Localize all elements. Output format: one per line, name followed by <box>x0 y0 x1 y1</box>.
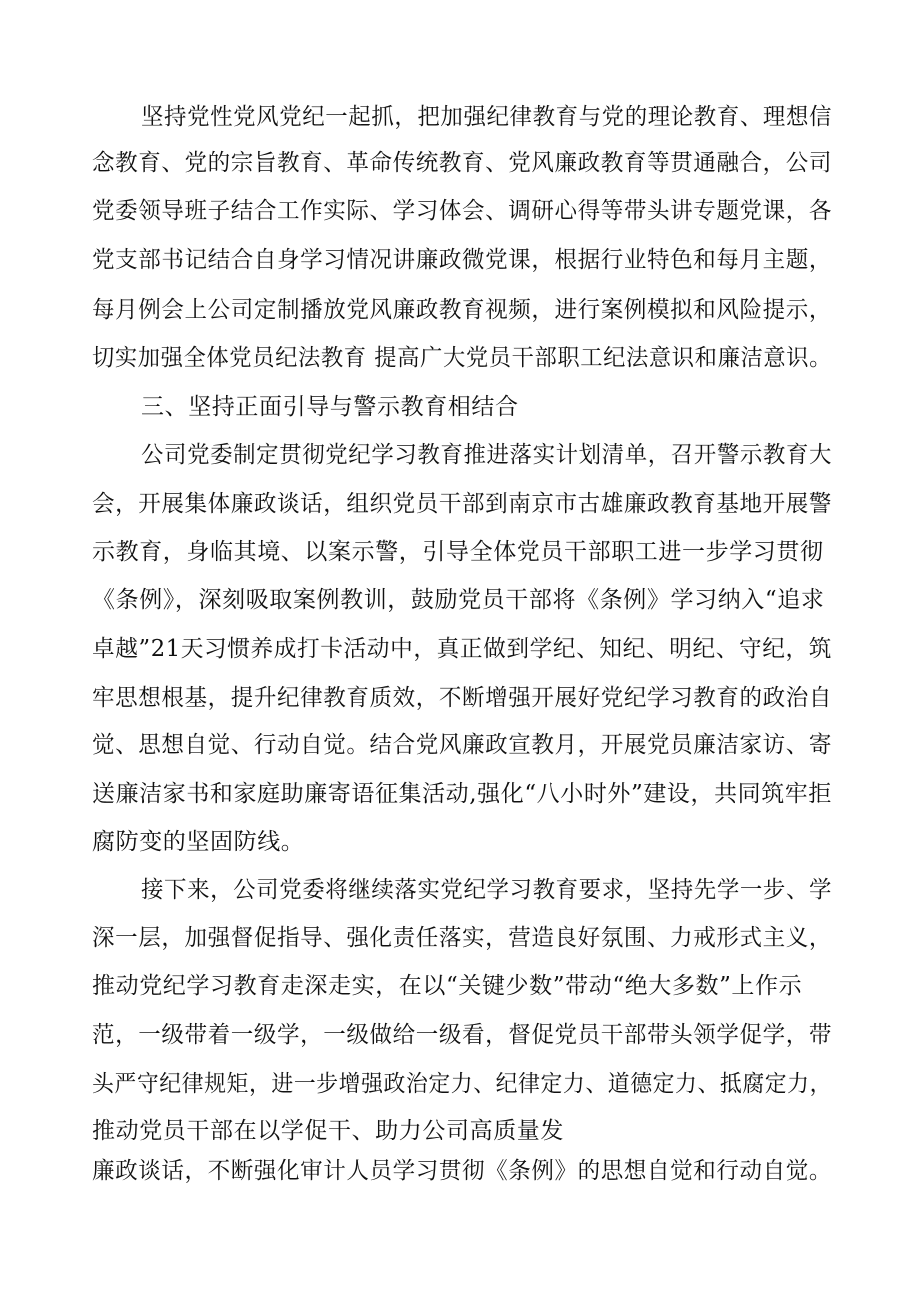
line-text: 头严守纪律规矩，进一步增强政治定力、纪律定力、道德定力、抵腐定力， <box>92 1071 833 1097</box>
line-text: 党支部书记结合自身学习情况讲廉政微党课，根据行业特色和每月主题， <box>92 247 833 273</box>
line-text: 卓越”21天习惯养成打卡活动中，真正做到学纪、知纪、明纪、守纪，筑 <box>92 636 833 662</box>
text-line <box>0 915 920 961</box>
text-line <box>0 287 920 333</box>
line-text: 《条例》，深刻吸取案例教训，鼓励党员干部将《条例》学习纳入“追求 <box>92 587 825 613</box>
line-text: 公司党委制定贯彻党纪学习教育推进落实计划清单，召开警示教育大 <box>141 442 833 468</box>
text-line <box>0 237 920 283</box>
line-text: 腐防变的坚固防线。 <box>92 829 305 855</box>
text-line <box>0 1061 920 1107</box>
text-line <box>0 626 920 672</box>
section-heading <box>0 384 920 430</box>
line-text: 觉、思想自觉、行动自觉。结合党风廉政宣教月，开展党员廉洁家访、寄 <box>92 732 833 758</box>
text-line <box>0 1148 920 1194</box>
text-line <box>0 1012 920 1058</box>
text-line <box>0 140 920 186</box>
text-line <box>0 722 920 768</box>
text-line <box>0 529 920 575</box>
text-line <box>0 188 920 234</box>
line-text: 党委领导班子结合工作实际、学习体会、调研心得等带头讲专题党课，各 <box>92 198 833 224</box>
text-line <box>0 94 920 140</box>
text-line <box>0 819 920 865</box>
line-text: 示教育，身临其境、以案示警，引导全体党员干部职工进一步学习贯彻 <box>92 539 824 565</box>
text-line <box>0 577 920 623</box>
line-text: 牢思想根基，提升纪律教育质效，不断增强开展好党纪学习教育的政治自 <box>92 685 833 711</box>
line-text: 接下来，公司党委将继续落实党纪学习教育要求，坚持先学一步、学 <box>141 877 833 903</box>
text-line <box>0 432 920 478</box>
line-text: 坚持党性党风党纪一起抓，把加强纪律教育与党的理论教育、理想信 <box>141 104 833 130</box>
line-text: 推动党纪学习教育走深走实，在以“关键少数”带动“绝大多数”上作示 <box>92 973 803 999</box>
line-text: 范，一级带着一级学，一级做给一级看，督促党员干部带头领学促学，带 <box>92 1022 833 1048</box>
text-line <box>0 481 920 527</box>
line-text: 深一层，加强督促指导、强化责任落实，营造良好氛围、力戒形式主义， <box>92 925 833 951</box>
line-text: 切实加强全体党员纪法教育 提高广大党员干部职工纪法意识和廉洁意识。 <box>92 345 833 371</box>
text-line <box>0 867 920 913</box>
line-text: 三、坚持正面引导与警示教育相结合 <box>141 394 519 420</box>
text-line <box>0 771 920 817</box>
line-text: 廉政谈话，不断强化审计人员学习贯彻《条例》的思想自觉和行动自觉。 <box>92 1158 833 1184</box>
line-text: 推动党员干部在以学促干、助力公司高质量发 <box>92 1118 564 1144</box>
line-text: 送廉洁家书和家庭助廉寄语征集活动,强化“八小时外”建设，共同筑牢拒 <box>92 781 832 807</box>
text-line <box>0 963 920 1009</box>
line-text: 会，开展集体廉政谈话，组织党员干部到南京市古雄廉政教育基地开展警 <box>92 491 833 517</box>
text-line <box>0 675 920 721</box>
line-text: 念教育、党的宗旨教育、革命传统教育、党风廉政教育等贯通融合，公司 <box>92 150 833 176</box>
text-line <box>0 335 920 381</box>
line-text: 每月例会上公司定制播放党风廉政教育视频，进行案例模拟和风险提示， <box>92 297 833 323</box>
